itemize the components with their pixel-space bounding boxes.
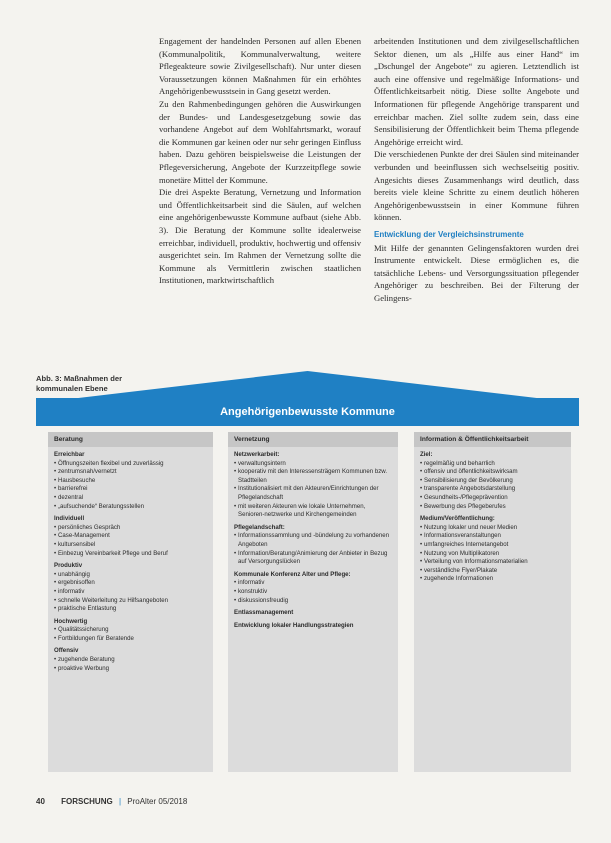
pillar-item-list [420,460,565,512]
pillar-item: • Sensibilisierung der Bevölkerung [420,477,565,486]
paragraph: Engagement der handelnden Personen auf allen Ebenen (Kommunalpolitik, Kommunalverwaltung, weitere Pflegeakteure sowie Zivilgesellschaft). Nur unter diesen Voraussetzungen können Maßnahmen für ein erhöhtes Angehörigenbewusstsein in Gang gesetzt werden. [159,36,361,97]
pillar-group-heading: Pflegelandschaft: [234,523,285,531]
page-number: 40 [36,797,45,806]
section-subheading: Entwicklung der Vergleichsinstrumente [374,229,524,239]
pillar-item: • verwaltungsintern [234,460,392,469]
pillar-item: • praktische Entlastung [54,605,207,614]
pillar-group-heading: Produktiv [54,562,83,570]
pillar-item: • barrierefrei [54,485,207,494]
pillar-group-heading: Entlassmanagement [234,609,294,617]
pillar-item: • Informationsveranstaltungen [420,532,565,541]
pillar-item: • Informationssammlung und -bündelung zu vorhandenen Angeboten [234,532,392,549]
pillar-item-list [54,626,207,643]
pillar-item: • zugehende Informationen [420,575,565,584]
pillar-item: • konstruktiv [234,588,392,597]
pillar-item: • schnelle Weiterleitung zu Hilfsangeboten [54,597,207,606]
left-text-column [159,35,361,287]
pillar-item: • kooperativ mit den Interessensträgern Kommunen bzw. Stadtteilen [234,468,392,485]
figure-caption: Abb. 3: Maßnahmen der kommunalen Ebene [36,374,123,393]
pillar-item-list [54,656,207,673]
pillar-item: • kultursensibel [54,541,207,550]
pillar-group-heading: Medium/Veröffentlichung: [420,515,495,523]
section-name: FORSCHUNG [61,797,113,806]
pillar-item: • ergebnisoffen [54,579,207,588]
pillar-group-heading: Erreichbar [54,451,85,458]
pillar-group-heading: Ziel: [420,451,433,458]
pillar-item: • Öffnungszeiten flexibel und zuverlässig [54,460,207,469]
pillar-item: • „aufsuchende“ Beratungsstellen [54,503,207,512]
pillar-item-list [234,532,392,566]
pillar-body [414,447,571,587]
pillar-item: • Gesundheits-/Pflegeprävention [420,494,565,503]
pillar-information [414,432,571,772]
pillar-item: • informativ [54,588,207,597]
pillar-item: • Fortbildungen für Beratende [54,635,207,644]
paragraph: Die verschiedenen Punkte der drei Säulen sind miteinander verbunden und beeinflussen sich wechselseitig positiv. Angesichts dieses Zusammenhangs wird deutlich, dass bereits viele kleine Schritte zu einem deutlich höheren Angehörigenbewusstsein in einer Kommune führen können. [374,149,579,223]
pillar-item: • mit weiteren Akteuren wie lokale Unternehmen, Senioren-netzwerke und Kirchengemeinden [234,503,392,520]
pillar-group-heading: Hochwertig [54,617,88,625]
pillar-item: • zentrumsnah/vernetzt [54,468,207,477]
pillar-item: • Nutzung lokaler und neuer Medien [420,524,565,533]
pillar-body [48,447,213,676]
pillar-group-heading: Offensiv [54,647,79,655]
pillar-item: • zugehende Beratung [54,656,207,665]
pillar-item: • Institutionalisiert mit den Akteuren/Einrichtungen der Pflegelandschaft [234,485,392,502]
pillar-item: • regelmäßig und beharrlich [420,460,565,469]
right-text-column [374,35,579,304]
pillar-item-list [54,524,207,558]
journal-issue: ProAlter 05/2018 [127,797,188,806]
pillar-item: • Bewerbung des Pflegeberufes [420,503,565,512]
pillar-item: • Nutzung von Multiplikatoren [420,550,565,559]
paragraph: Mit Hilfe der genannten Gelingensfaktoren wurden drei Instrumente entwickelt. Diese ermöglichen es, die tatsächliche Lebens- und Versorgungssituation pflegender Angehöriger zu beschreiben. Bei der Filterung der Gelingens- [374,242,579,303]
pillar-item: • verständliche Flyer/Plakate [420,567,565,576]
pillar-item: • Hausbesuche [54,477,207,486]
pillar-body [228,447,398,633]
pillar-item: • Verteilung von Informationsmaterialien [420,558,565,567]
pillar-item: • offensiv und öffentlichkeitswirksam [420,468,565,477]
pillar-title: Vernetzung [228,432,398,447]
pillar-item: • diskussionsfreudig [234,597,392,606]
pillar-group-heading: Individuell [54,515,85,523]
pillar-item-list [234,460,392,520]
pillar-item: • proaktive Werbung [54,665,207,674]
pillar-beratung [48,432,213,772]
pillar-vernetzung [228,432,398,772]
figure-banner: Angehörigenbewusste Kommune [36,398,579,426]
pillar-group-heading: Kommunale Konferenz Alter und Pflege: [234,570,351,578]
pillar-item: • persönliches Gespräch [54,524,207,533]
pillar-group-heading: Netzwerkarbeit: [234,451,280,458]
pillar-item: • Qualitätssicherung [54,626,207,635]
pillar-item: • Case-Management [54,532,207,541]
pillar-item: • transparente Angebotsdarstellung [420,485,565,494]
pillar-item: • Information/Beratung/Animierung der Anbieter in Bezug auf Versorgungslücken [234,550,392,567]
pillar-item: • dezentral [54,494,207,503]
pillar-item-list [54,460,207,512]
pillar-title: Information & Öffentlichkeitsarbeit [414,432,571,447]
pillar-item-list [54,571,207,614]
paragraph: Die drei Aspekte Beratung, Vernetzung und Information und Öffentlichkeitsarbeit sind die Säulen, auf welchen eine angehörigenbewusste Kommune aufbaut (siehe Abb. 3). Die Beratung der Kommune sollte idealerweise erreichbar, individuell, produktiv, hochwertig und offensiv ausgerichtet sein. Im Rahmen der Vernetzung sollte die Kommune als Vermittlerin zwischen staatlichen Institutionen, marktwirtschaftlich [159,187,361,286]
pillar-item-list [234,579,392,605]
paragraph: arbeitenden Institutionen und dem zivilgesellschaftlichen Sektor dienen, um als „Hilfe aus einer Hand“ im „Dschungel der Angebote“ zu agieren. Letztendlich ist auch eine offensive und regelmäßige Informations- und Öffentlichkeitsarbeit nötig. Diese sollte Angebote und Informationen für pflegende Angehörige transparent und erreichbar machen. Ziel sollte zudem sein, dass eine Sensibilisierung der Öffentlichkeit beim Thema pflegende Angehörige erreicht wird. [374,36,579,147]
pillar-item: • informativ [234,579,392,588]
pillar-item-list [420,524,565,584]
paragraph: Zu den Rahmenbedingungen gehören die Auswirkungen der Bundes- und Landesgesetzgebung sowie das vorhandene Angebot auf dem Wohlfahrtsmarkt, worauf die Kommunen gar keinen oder nur sehr geringen Einfluss haben. Dazu gehören beispielsweise die Leistungen der Pflegeversicherung, Angebote der Kurzzeitpflege sowie monetäre Mittel der Kommune. [159,98,361,185]
pillar-item: • Einbezug Vereinbarkeit Pflege und Beruf [54,550,207,559]
pillar-title: Beratung [48,432,213,447]
pillar-group-heading: Entwicklung lokaler Handlungsstrategien [234,621,354,629]
pillar-item: • umfangreiches Internetangebot [420,541,565,550]
footer-separator: | [118,797,122,806]
page-footer [36,797,187,806]
pillar-item: • unabhängig [54,571,207,580]
